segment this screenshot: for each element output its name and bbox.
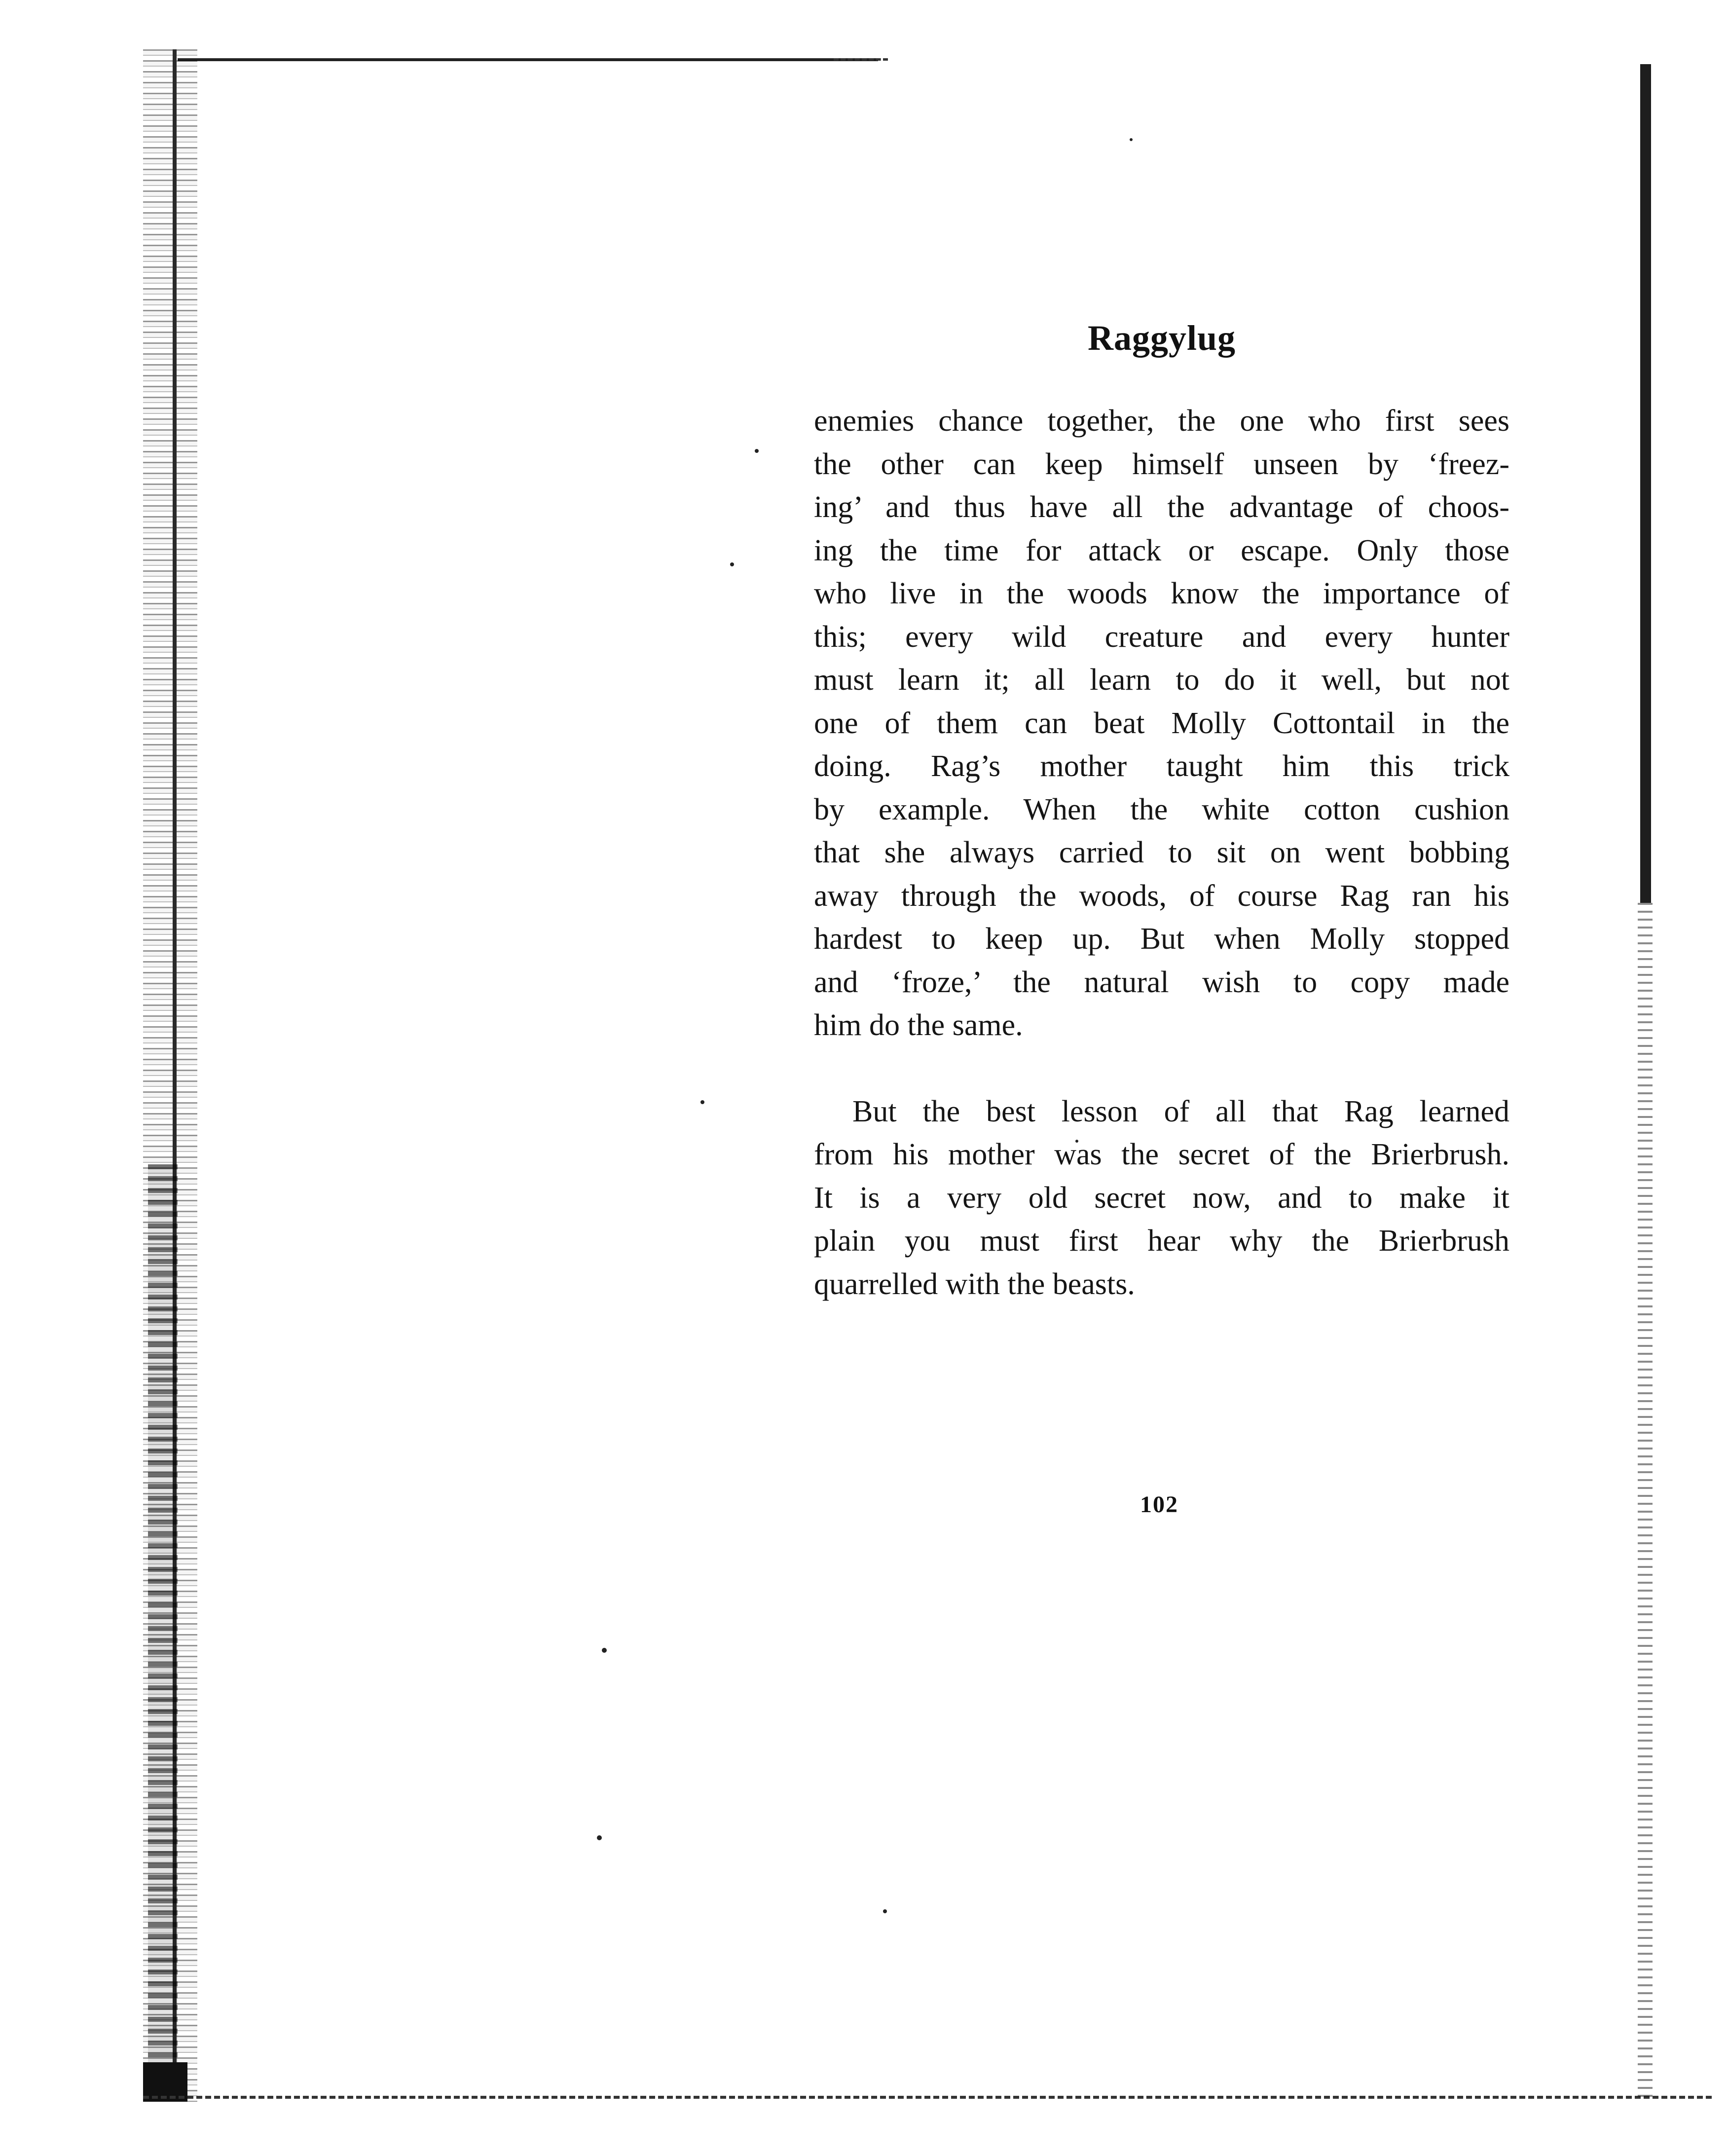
- scan-speck: [1130, 138, 1133, 141]
- text-line: from his mother was the secret of the Brierbrush.: [814, 1138, 1509, 1171]
- scan-speck: [602, 1648, 607, 1653]
- scan-edge-right: [1640, 64, 1651, 903]
- text-line: hardest to keep up. But when Molly stopped: [814, 922, 1509, 956]
- text-line: him do the same.: [814, 1008, 1023, 1042]
- paragraph: [814, 400, 1509, 1047]
- scan-edge-top-dash: [834, 58, 888, 61]
- body-text: [814, 400, 1509, 1306]
- text-line: plain you must first hear why the Brierbrush: [814, 1224, 1509, 1258]
- text-line: enemies chance together, the one who first sees: [814, 404, 1509, 438]
- scan-edge-bottom: [143, 2096, 1712, 2099]
- paragraph-gap: [814, 1047, 1509, 1090]
- scan-speck: [883, 1909, 887, 1913]
- text-line: quarrelled with the beasts.: [814, 1267, 1135, 1301]
- text-line: by example. When the white cotton cushion: [814, 792, 1509, 826]
- text-line: ing’ and thus have all the advantage of choos-: [814, 490, 1509, 524]
- scan-speck: [755, 449, 759, 453]
- scan-speck: [730, 562, 734, 566]
- paragraph: [814, 1090, 1509, 1306]
- text-line: one of them can beat Molly Cottontail in the: [814, 706, 1509, 740]
- scan-speck: [597, 1835, 602, 1840]
- text-line: the other can keep himself unseen by ‘freez-: [814, 447, 1509, 481]
- scan-edge-top: [178, 58, 878, 61]
- text-line: must learn it; all learn to do it well, but not: [814, 663, 1509, 697]
- text-line: ing the time for attack or escape. Only those: [814, 533, 1509, 567]
- scan-speck: [700, 1100, 704, 1104]
- text-line: But the best lesson of all that Rag learned: [852, 1094, 1509, 1128]
- running-head: Raggylug: [1087, 318, 1236, 358]
- text-line: doing. Rag’s mother taught him this trick: [814, 749, 1509, 783]
- page-number: 102: [1140, 1491, 1178, 1518]
- text-line: It is a very old secret now, and to make it: [814, 1181, 1509, 1215]
- text-line: that she always carried to sit on went bobbing: [814, 836, 1509, 869]
- text-line: this; every wild creature and every hunter: [814, 620, 1509, 654]
- scan-edge-left-block: [148, 1164, 178, 2102]
- text-line: and ‘froze,’ the natural wish to copy made: [814, 965, 1509, 999]
- scan-edge-right-fade: [1638, 903, 1653, 2097]
- text-line: away through the woods, of course Rag ran his: [814, 879, 1509, 913]
- text-line: who live in the woods know the importance of: [814, 577, 1509, 610]
